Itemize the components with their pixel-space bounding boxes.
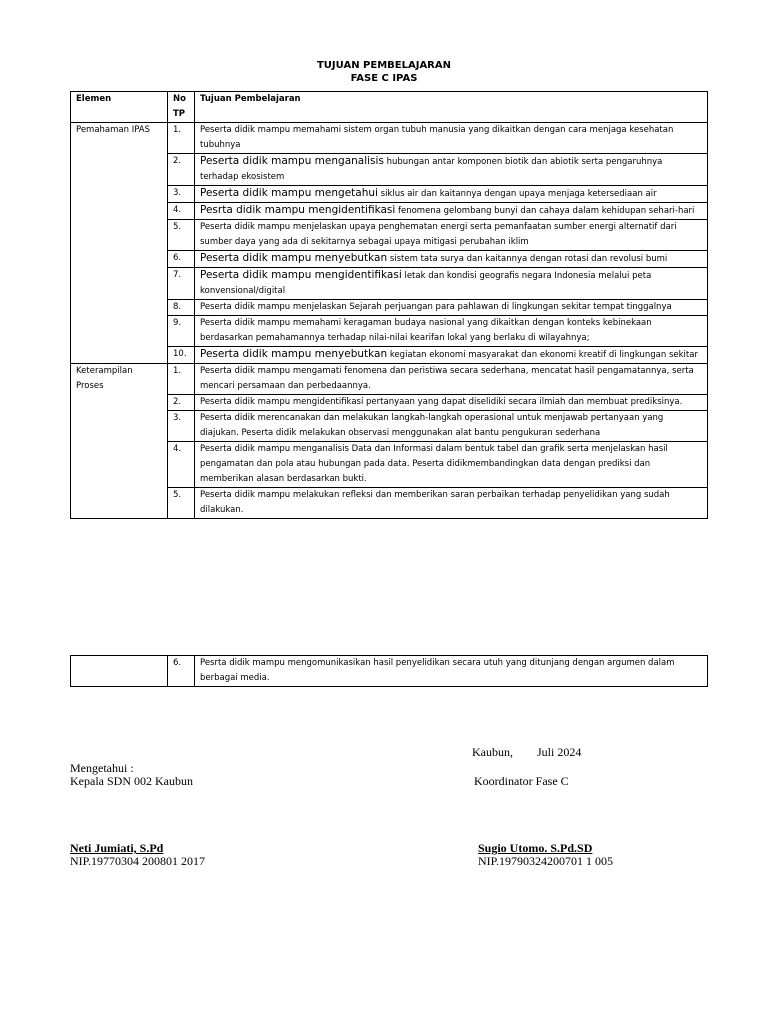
header-elemen: Elemen xyxy=(71,92,168,123)
kepala-name: Neti Jumiati, S.Pd xyxy=(70,841,164,855)
koordinator-name: Sugio Utomo. S.Pd.SD xyxy=(478,841,593,855)
title-line-1: TUJUAN PEMBELAJARAN xyxy=(316,60,451,71)
objective-lead: Pesrta didik mampu mengidentifikasi xyxy=(200,204,396,216)
row-number: 9. xyxy=(168,316,195,347)
row-objective xyxy=(195,268,708,300)
table-header-row xyxy=(71,92,708,123)
mengetahui-label: Mengetahui : xyxy=(70,761,134,775)
row-number: 6. xyxy=(168,656,195,687)
table-row xyxy=(71,656,708,687)
objective-text: Peserta didik mampu menganalisis Data dan Informasi dalam bentuk tabel dan grafik serta menjelaskan hasil pengamatan dan pola atau hubungan pada data. Peserta didikmembandingkan data dengan prediksi dan memberikan alasan berdasarkan bukti. xyxy=(200,444,668,484)
row-elemen: Pemahaman IPAS xyxy=(71,123,168,364)
row-objective xyxy=(195,251,708,268)
objective-text: fenomena gelombang bunyi dan cahaya dalam kehidupan sehari-hari xyxy=(398,206,695,216)
row-objective xyxy=(195,316,708,347)
row-objective xyxy=(195,347,708,364)
table-row xyxy=(71,364,708,395)
row-number: 4. xyxy=(168,442,195,488)
row-objective xyxy=(195,186,708,203)
row-number: 2. xyxy=(168,154,195,186)
document-title xyxy=(0,60,768,84)
learning-objectives-table xyxy=(70,91,708,519)
row-number: 5. xyxy=(168,488,195,519)
row-objective xyxy=(195,395,708,411)
row-number: 8. xyxy=(168,300,195,316)
objective-text: Peserta didik mampu mengidentifikasi pertanyaan yang dapat diselidiki secara ilmiah dan membuat prediksinya. xyxy=(200,397,683,407)
row-objective xyxy=(195,123,708,154)
row-number: 2. xyxy=(168,395,195,411)
row-number: 7. xyxy=(168,268,195,300)
objective-text: Peserta didik merencanakan dan melakukan langkah-langkah operasional untuk menjawab pertanyaan yang diajukan. Peserta didik melakukan observasi menggunakan alat bantu pengukuran sederhana xyxy=(200,413,664,438)
objective-text: kegiatan ekonomi masyarakat dan ekonomi kreatif di lingkungan sekitar xyxy=(389,350,698,360)
objective-text: Peserta didik mampu memahami keragaman budaya nasional yang dikaitkan dengan konteks kebinekaan berdasarkan pemahamannya terhadap nilai-nilai kearifan lokal yang berlaku di wilayahnya; xyxy=(200,318,652,343)
row-objective xyxy=(195,220,708,251)
title-line-2: FASE C IPAS xyxy=(350,73,418,84)
header-tujuan: Tujuan Pembelajaran xyxy=(195,92,708,123)
objective-lead: Peserta didik mampu menganalisis xyxy=(200,155,384,167)
objective-text: Peserta didik mampu menjelaskan Sejarah perjuangan para pahlawan di lingkungan sekitar tempat tinggalnya xyxy=(200,302,672,312)
row-objective xyxy=(195,488,708,519)
row-number: 1. xyxy=(168,364,195,395)
objective-text: Peserta didik mampu memahami sistem organ tubuh manusia yang dikaitkan dengan cara menjaga kesehatan tubuhnya xyxy=(200,125,674,150)
row-elemen xyxy=(71,656,168,687)
row-objective xyxy=(195,411,708,442)
row-number: 10. xyxy=(168,347,195,364)
row-number: 4. xyxy=(168,203,195,220)
row-elemen: Keterampilan Proses xyxy=(71,364,168,519)
row-number: 6. xyxy=(168,251,195,268)
row-number: 1. xyxy=(168,123,195,154)
row-objective xyxy=(195,203,708,220)
kepala-nip: NIP.19770304 200801 2017 xyxy=(70,854,206,868)
objective-lead: Peserta didik mampu menyebutkan xyxy=(200,348,388,360)
objective-text: siklus air dan kaitannya dengan upaya menjaga ketersediaan air xyxy=(380,189,657,199)
continued-table xyxy=(70,655,708,687)
koordinator-title: Koordinator Fase C xyxy=(474,774,569,788)
objective-text: hubungan antar komponen biotik dan abiotik serta pengaruhnya terhadap ekosistem xyxy=(200,157,663,182)
koordinator-nip: NIP.19790324200701 1 005 xyxy=(478,854,614,868)
objective-lead: Peserta didik mampu menyebutkan xyxy=(200,252,388,264)
objective-text: Peserta didik mampu menjelaskan upaya penghematan energi serta pemanfaatan sumber energi alternatif dari sumber daya yang ada di sekitarnya sebagai upaya mitigasi perubahan iklim xyxy=(200,222,677,247)
row-number: 3. xyxy=(168,186,195,203)
objective-lead: Peserta didik mampu mengetahui xyxy=(200,187,378,199)
row-objective: Pesrta didik mampu mengomunikasikan hasil penyelidikan secara utuh yang ditunjang dengan argumen dalam berbagai media. xyxy=(195,656,708,687)
row-objective xyxy=(195,442,708,488)
objective-text: Peserta didik mampu melakukan refleksi dan memberikan saran perbaikan terhadap penyelidikan yang sudah dilakukan. xyxy=(200,490,670,515)
objective-text: Peserta didik mampu mengamati fenomena dan peristiwa secara sederhana, mencatat hasil pengamatannya, serta mencari persamaan dan perbedaannya. xyxy=(200,366,694,391)
objective-lead: Peserta didik mampu mengidentifikasi xyxy=(200,269,402,281)
row-objective xyxy=(195,364,708,395)
row-number: 3. xyxy=(168,411,195,442)
row-objective xyxy=(195,154,708,186)
row-objective xyxy=(195,300,708,316)
table-row xyxy=(71,123,708,154)
kepala-title: Kepala SDN 002 Kaubun xyxy=(70,774,193,788)
objective-text: sistem tata surya dan kaitannya dengan rotasi dan revolusi bumi xyxy=(389,254,668,264)
objective-text: letak dan kondisi geografis negara Indonesia melalui peta konvensional/digital xyxy=(200,271,652,296)
place-date: Kaubun, Juli 2024 xyxy=(472,745,582,759)
header-no-tp: No TP xyxy=(168,92,195,123)
row-number: 5. xyxy=(168,220,195,251)
